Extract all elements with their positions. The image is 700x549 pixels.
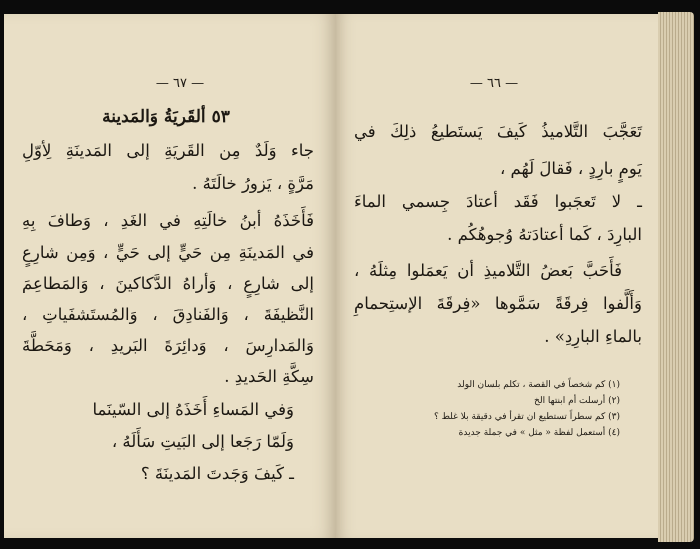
left-page [4, 14, 336, 538]
text-line: فَأَحَبَّ بَعضُ التَّلاميذِ أن يَعمَلوا مِثلَهُ ، [354, 261, 622, 280]
text-line: تَعَجَّبَ التَّلاميذُ كَيفَ يَستَطيعُ ذلِكَ في [354, 122, 642, 141]
text-line: النَّظيفَةَ ، وَالفَنادِقَ ، وَالمُستَشفَياتِ ، [22, 305, 314, 324]
text-line: وَأَلَّفوا فِرقَةً سَمَّوها «فِرقَةَ الإستِحمامِ [354, 294, 642, 313]
footnote: (١) كم شخصاً في القصة ، تكلم بلسان الولد [457, 380, 620, 390]
page-number: — ٦٧ — [155, 76, 205, 91]
text-line: جاء وَلَدٌ مِن القَريَةِ إلى المَدينَةِ لِأوّلِ [22, 141, 314, 160]
text-line: فَأَخَذَهُ أبنُ خالَتِهِ في الغَدِ ، وَطافَ بِهِ [22, 211, 314, 230]
page-number: — ٦٦ — [469, 76, 519, 91]
text-line: ـ لا تَعجَبوا فَقَد أعتادَ جِسمي الماءَ [354, 192, 642, 211]
book-page-edges [658, 12, 694, 542]
text-line: إلى شارِعٍ ، وَأراهُ الدَّكاكينَ ، وَالمَطاعِمَ [22, 274, 314, 293]
text-line: يَومٍ بارِدٍ ، فَقالَ لَهُم ، [499, 159, 642, 178]
text-line: وَلَمّا رَجَعا إلى البَيتِ سَأَلَهُ ، [111, 432, 294, 451]
text-line: ـ كَيفَ وَجَدتَ المَدينَةَ ؟ [140, 464, 294, 483]
right-page [336, 14, 658, 538]
text-line: سِكَّةِ الحَديدِ . [224, 367, 314, 386]
footnote: (٤) أستعمل لفظة « مثل » في جملة جديدة [458, 428, 620, 438]
text-line: مَرَّةٍ ، يَزورُ خالَتَهُ . [192, 174, 314, 193]
footnote: (٢) أرسلت أم ابنتها الخ [534, 396, 620, 406]
text-line: في المَدينَةِ مِن حَيٍّ إلى حَيٍّ ، وَمِن شارِعٍ [22, 243, 314, 262]
text-line: وَالمَدارِسَ ، وَدائِرَةَ البَريدِ ، وَمَحَطَّةَ [22, 336, 314, 355]
text-line: وَفي المَساءِ أَخَذَهُ إلى السّينَما [92, 400, 294, 419]
footnote: (٣) كم سطراً تستطيع ان تقرأ في دقيقة بلا غلط ؟ [433, 412, 620, 422]
lesson-title: ٥٣ ألقَريَةُ وَالمَدينة [102, 107, 230, 127]
text-line: بالماءِ البارِدِ» . [544, 327, 642, 346]
text-line: البارِدَ ، كَما أعتادَتهُ وُجوهُكُم . [447, 225, 642, 244]
